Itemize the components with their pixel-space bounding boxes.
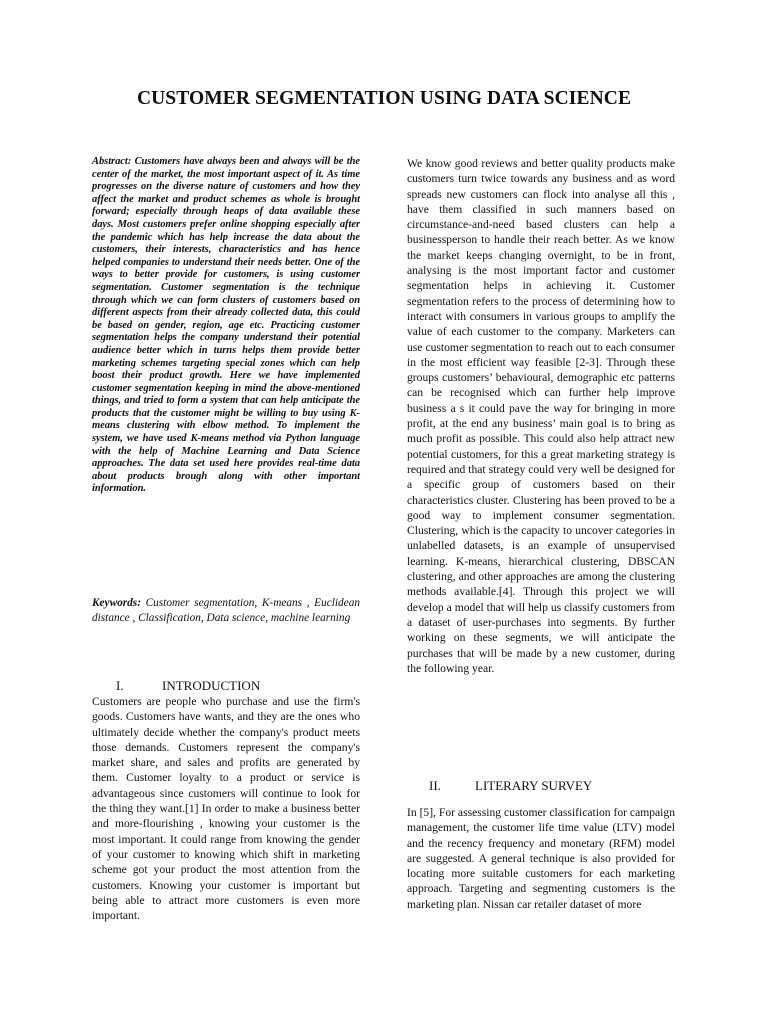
section-number: I. (116, 678, 124, 693)
keywords-label: Keywords: (92, 597, 141, 609)
paper-title: CUSTOMER SEGMENTATION USING DATA SCIENCE (136, 88, 632, 109)
introduction-continuation: We know good reviews and better quality products make customers turn twice towards any business and as word spreads new customers can flock into analyse all this , have them classified in such manners based on circumstance-and-need based clusters can help a businessperson to handle their reach better. As we know the market keeps changing overnight, to be in front, analysing is the most important factor and customer segmentation helps in achieving it. Customer segmentation refers to the process of determining how to interact with consumers in various groups to amplify the value of each customer to the company. Marketers can use customer segmentation to reach out to each consumer in the most efficient way feasible [2-3]. Through these groups customers’ behavioural, demographic etc patterns can be recognised which can further help improve business a s it could pave the way for bringing in more profit, at the end any business’ main goal is to bring as much profit as possible. This could also help attract new potential customers, for this a great marketing strategy is required and that strategy could very well be designed for a specific group of customers based on their characteristics cluster. Clustering has been proved to be a good way to implement consumer segmentation. Clustering, which is the capacity to uncover categories in unlabelled datasets, is an example of unsupervised learning. K-means, hierarchical clustering, DBSCAN clustering, and other approaches are among the clustering methods available.[4]. Through this project we will develop a model that will help us classify customers from a dataset of user-purchases into segments. By further working on these segments, we will anticipate the purchases that will be made by a new customer, during the following year. (407, 157, 675, 675)
introduction-body (92, 694, 360, 923)
left-column (92, 156, 360, 923)
abstract: Abstract: Customers have always been and always will be the center of the market, the most important aspect of it. As time progresses on the diverse nature of customers and how they affect the market and product schemes as whole is brought forward; especially through heaps of data available these days. Most customers prefer online shopping especially after the pandemic which has help increase the data about the customers, their interests, characteristics and has hence helped companies to understand their needs better. One of the ways to better provide for customers, is using customer segmentation. Customer segmentation is the technique through which we can form clusters of customers based on different aspects from their already collected data, this could be based on gender, region, age etc. Practicing customer segmentation helps the company understand their potential audience better which in turns helps them provide better marketing schemes targeting special zones which can help boost their product growth. Here we have implemented customer segmentation keeping in mind the above-mentioned things, and tried to form a system that can help anticipate the products that the customer might be willing to buy using K-means clustering with elbow method. To implement the system, we have used K-means method via Python language with the help of Machine Learning and Data Science approaches. The data set used here provides real-time data about products brough along with other important information. (92, 156, 360, 495)
literary-survey-body (407, 805, 675, 912)
keywords-text: Customer segmentation, K-means , Euclidean distance , Classification, Data science, machine learning (92, 597, 360, 624)
section-title: INTRODUCTION (162, 678, 261, 693)
section-number: II. (429, 778, 441, 793)
section-heading-introduction (116, 678, 260, 693)
paragraph: In [5], For assessing customer classification for campaign management, the customer life time value (LTV) model and the recency frequency and monetary (RFM) model are suggested. A general technique is also provided for locating more suitable customers for each marketing approach. Targeting and segmenting customers is the marketing plan. Nissan car retailer dataset of more (407, 806, 675, 911)
paragraph: Customers are people who purchase and use the firm's goods. Customers have wants, and they are the ones who ultimately decide whether the company's product meets those demands. Customers represent the company's market share, and sales and profits are generated by them. Customer loyalty to a product or service is advantageous since customers will continue to look for the thing they want.[1] In order to make a business better and more-flourishing , knowing your customer is the most important. It could range from knowing the gender of your customer to knowing which shift in marketing scheme got your product the most attention from the customers. Knowing your customer is important but being able to attract more customers is even more important. (92, 695, 360, 923)
keywords (92, 596, 360, 626)
section-heading-literary-survey (429, 778, 592, 793)
right-column (407, 156, 675, 911)
section-title: LITERARY SURVEY (475, 778, 593, 793)
